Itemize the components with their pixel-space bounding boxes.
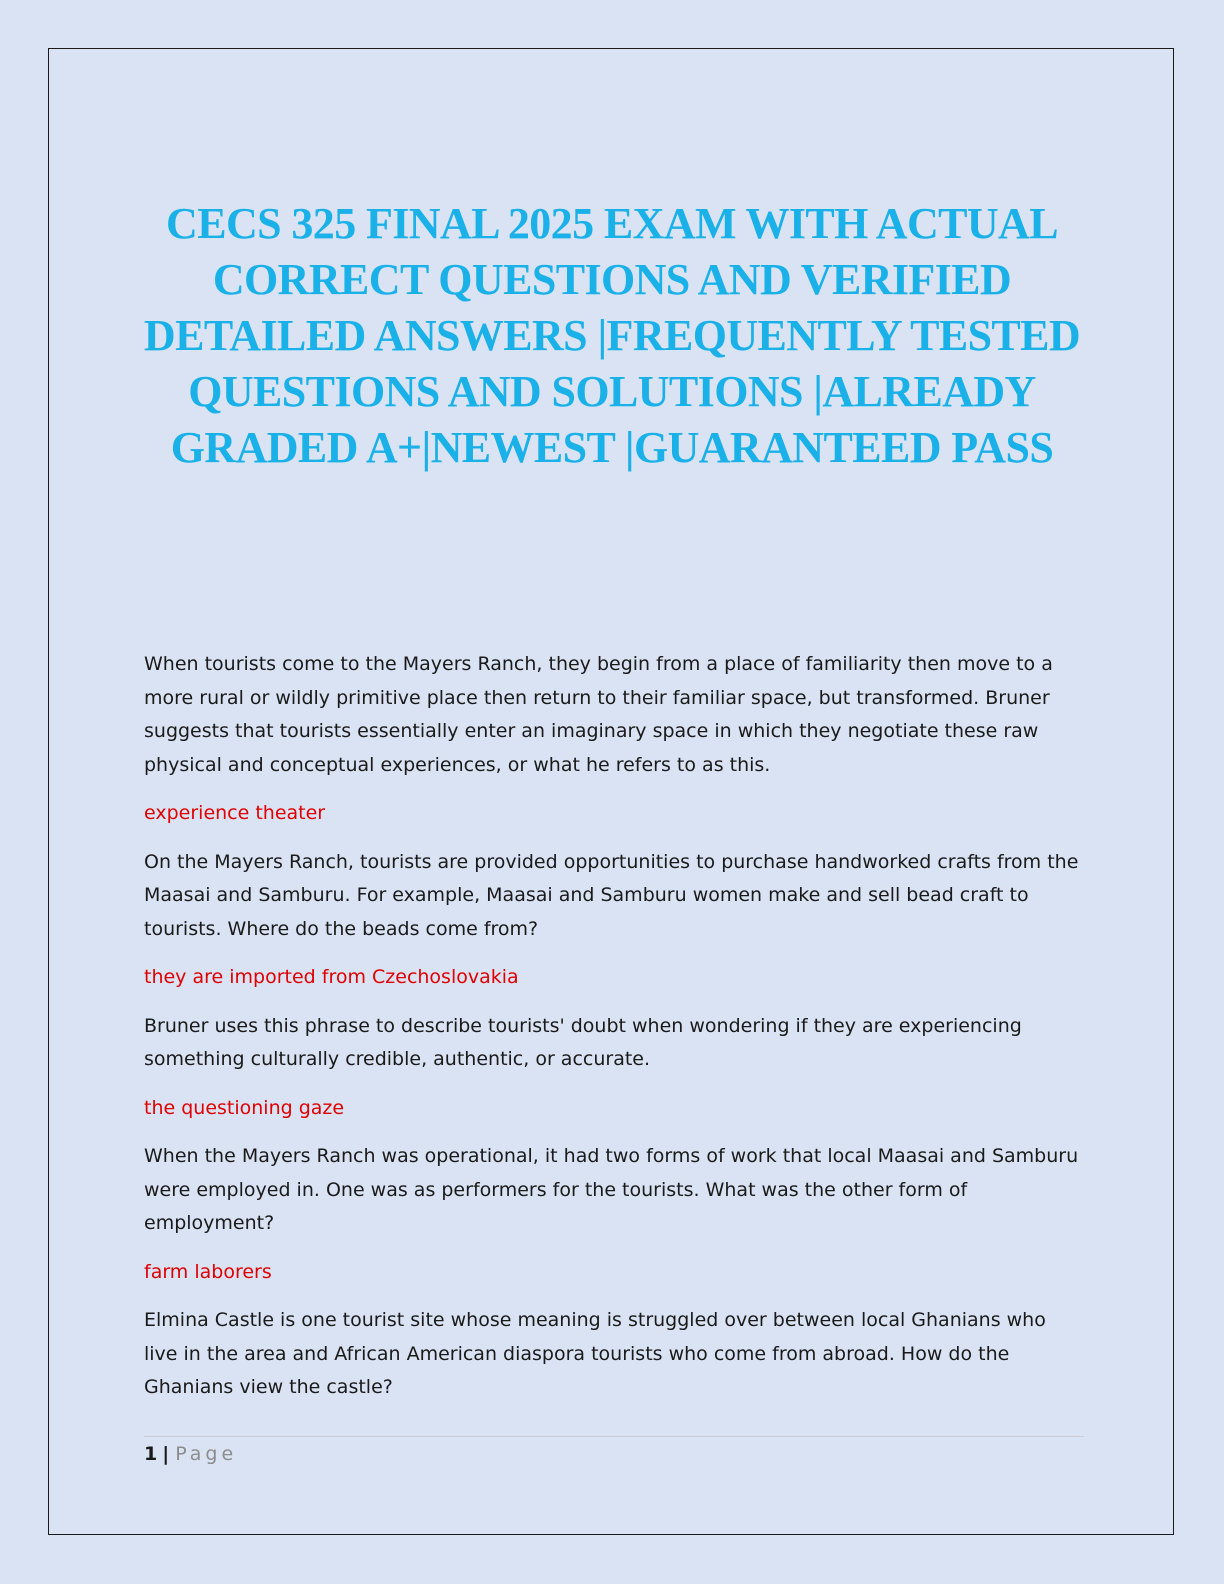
answer-2: they are imported from Czechoslovakia xyxy=(144,966,519,988)
question-4: When the Mayers Ranch was operational, it had two forms of work that local Maasai and Samburu were employed in. One was as performers for the tourists. What was the other form of employment? xyxy=(144,1145,1079,1234)
document-title: CECS 325 FINAL 2025 EXAM WITH ACTUAL CORRECT QUESTIONS AND VERIFIED DETAILED ANSWERS |FREQUENTLY TESTED QUESTIONS AND SOLUTIONS |ALREADY GRADED A+|NEWEST |GUARANTEED PASS xyxy=(143,199,1081,472)
footer-separator: | xyxy=(162,1443,170,1465)
footer-divider xyxy=(144,1436,1084,1437)
answer-1: experience theater xyxy=(144,802,326,824)
answer-4: farm laborers xyxy=(144,1260,272,1283)
answer-3: the questioning gaze xyxy=(144,1096,345,1119)
page-footer xyxy=(144,1440,237,1468)
qa-list xyxy=(144,648,1084,1420)
page-number: 1 xyxy=(144,1443,158,1465)
question-5: Elmina Castle is one tourist site whose meaning is struggled over between local Ghanians who live in the area and African American diaspora tourists who come from abroad. How do the Ghanians view the castle? xyxy=(144,1309,1046,1398)
question-2: On the Mayers Ranch, tourists are provided opportunities to purchase handworked crafts from the Maasai and Samburu. For example, Maasai and Samburu women make and sell bead craft to tourists. Where do the beads come from? xyxy=(144,850,1079,940)
page-label: Page xyxy=(175,1443,238,1465)
question-3: Bruner uses this phrase to describe tourists' doubt when wondering if they are experiencing something culturally credible, authentic, or accurate. xyxy=(144,1014,1022,1070)
question-1: When tourists come to the Mayers Ranch, they begin from a place of familiarity then move to a more rural or wildly primitive place then return to their familiar space, but transformed. Bruner suggests that tourists essentially enter an imaginary space in which they negotiate these raw physical and conceptual experiences, or what he refers to as this. xyxy=(144,653,1053,776)
